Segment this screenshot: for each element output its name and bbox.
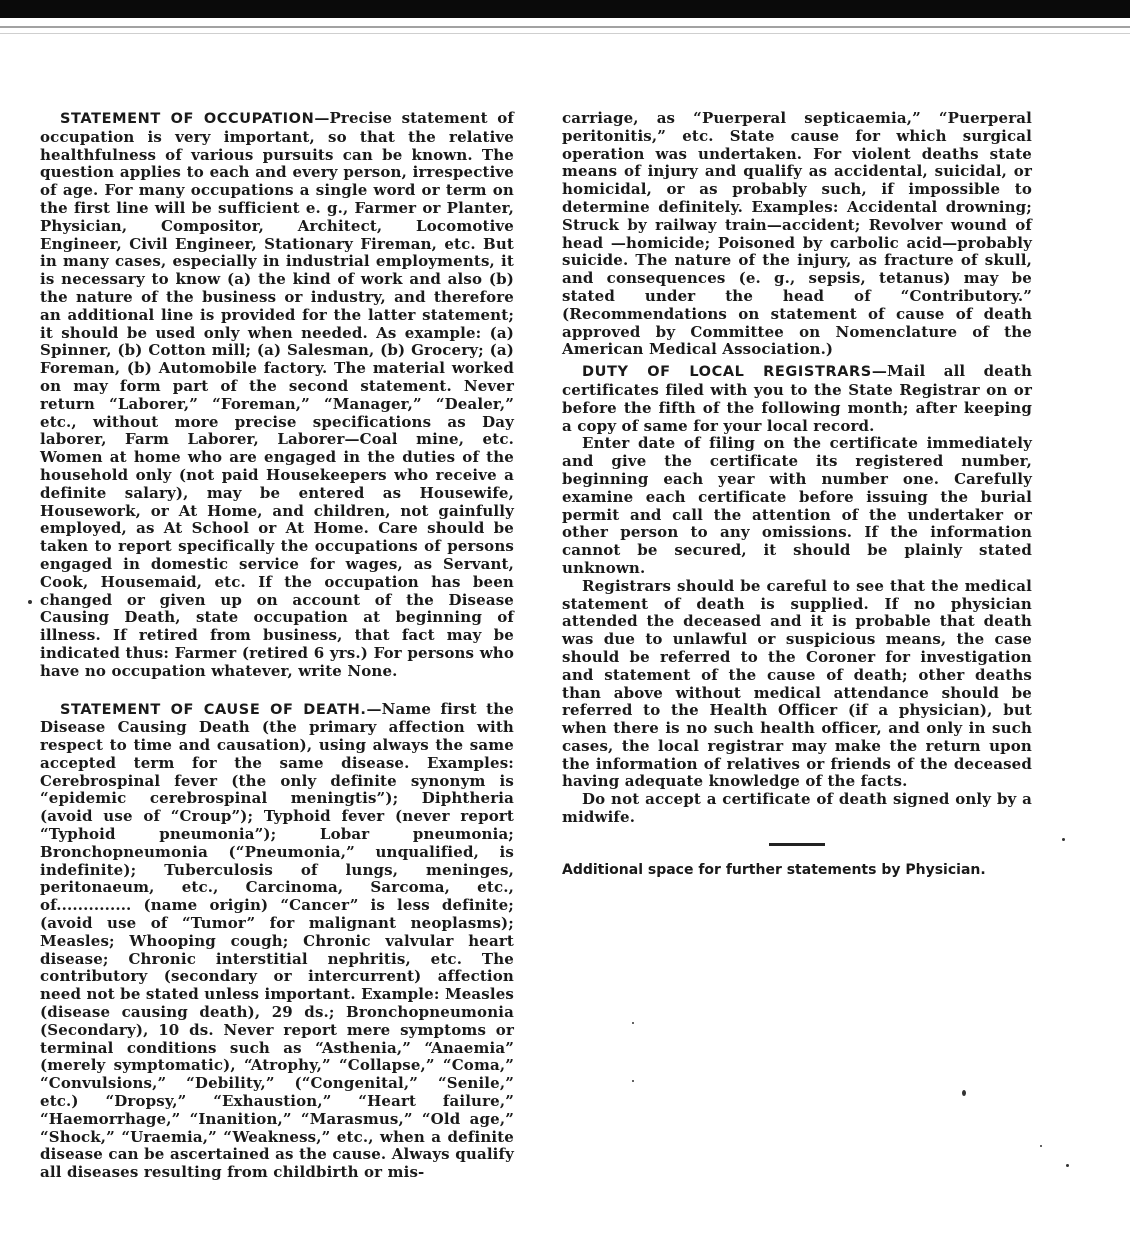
occupation-paragraph	[40, 110, 514, 681]
scan-top-border	[0, 0, 1130, 18]
additional-space-label: Additional space for further statements by Physician.	[562, 861, 986, 878]
occupation-text: —Precise statement of occupation is very important, so that the relative healthfulness of various pursuits can be known. The question applies to each and every person, irrespective of age. For many occupations a single word or term on the first line will be sufficient e. g., Farmer or Planter, Physician, Compositor, Architect, Locomotive Engineer, Civil Engineer, Stationary Fireman, etc. But in many cases, especially in industrial employments, it is necessary to know (a) the kind of work and also (b) the nature of the business or industry, and therefore an additional line is provided for the latter statement; it should be used only when needed. As example: (a) Spinner, (b) Cotton mill; (a) Salesman, (b) Grocery; (a) Foreman, (b) Automobile factory. The material worked on may form part of the second statement. Never return “Laborer,” “Foreman,” “Manager,” “Dealer,” etc., without more precise specifications as Day laborer, Farm Laborer, Laborer—Coal mine, etc. Women at home who are engaged in the duties of the household only (not paid Housekeepers who receive a definite salary), may be entered as Housewife, Housework, or At Home, and children, not gainfully employed, as At School or At Home. Care should be taken to report specifically the occupations of persons engaged in domestic service for wages, as Servant, Cook, Housemaid, etc. If the occupation has been changed or given up on account of the Disease Causing Death, state occupation at beginning of illness. If retired from business, that fact may be indicated thus: Farmer (retired 6 yrs.) For persons who have no occupation whatever, write None.	[40, 109, 514, 680]
filing-paragraph: Enter date of filing on the certificate immediately and give the certificate its registered number, beginning each year with number one. Carefully examine each certificate before issuing the burial permit and call the attention of the undertaker or other person to any omissions. If the information cannot be secured, it should be plainly stated unknown.	[562, 434, 1032, 577]
cause-heading: STATEMENT OF CAUSE OF DEATH.	[60, 701, 367, 718]
scan-edge-line	[0, 26, 1130, 28]
section-divider	[769, 843, 825, 846]
cause-continued-paragraph: carriage, as “Puerperal septicaemia,” “Puerperal peritonitis,” etc. State cause for which surgical operation was undertaken. For violent deaths state means of injury and qualify as accidental, suicidal, or homicidal, or as probably such, if impossible to determine definitely. Examples: Accidental drowning; Struck by railway train—accident; Revolver wound of head —homicide; Poisoned by carbolic acid—probably suicide. The nature of the injury, as fracture of skull, and consequences (e. g., sepsis, tetanus) may be stated under the head of “Contributory.” (Recommendations on statement of cause of death approved by Committee on Nomenclature of the American Medical Association.)	[562, 109, 1032, 359]
registrars-text: —Mail all death certificates filed with you to the State Registrar on or before the fifth of the following month; after keeping a copy of same for your local record.	[562, 362, 1032, 435]
registrars-section	[562, 363, 1032, 827]
scan-speck	[28, 600, 32, 604]
right-column	[562, 110, 1032, 878]
scan-speck	[1040, 1145, 1042, 1147]
midwife-paragraph: Do not accept a certificate of death signed only by a midwife.	[562, 790, 1032, 827]
medical-statement-paragraph: Registrars should be careful to see that the medical statement of death is supplied. If no physician attended the deceased and it is probable that death was due to unlawful or suspicious means, the case should be referred to the Coroner for investigation and statement of the cause of death; other deaths than above without medical attendance should be referred to the Health Officer (if a physician), but when there is no such health officer, and only in such cases, the local registrar may make the return upon the information of relatives or friends of the deceased having adequate knowledge of the facts.	[562, 576, 1032, 791]
registrars-heading: DUTY OF LOCAL REGISTRARS	[582, 364, 872, 381]
scan-speck	[632, 1080, 634, 1082]
registrars-paragraph	[562, 363, 1032, 435]
scan-speck	[962, 1090, 966, 1096]
left-column	[40, 110, 514, 1198]
occupation-heading: STATEMENT OF OCCUPATION	[60, 111, 315, 127]
scan-speck	[632, 1022, 634, 1024]
scan-speck	[1066, 1164, 1069, 1167]
cause-paragraph	[40, 701, 514, 1183]
scan-edge-line-faint	[0, 33, 1130, 34]
cause-of-death-section	[40, 701, 514, 1183]
occupation-section	[40, 110, 514, 681]
scan-speck	[1062, 838, 1065, 841]
cause-text: —Name first the Disease Causing Death (the primary affection with respect to time and causation), using always the same accepted term for the same disease. Examples: Cerebrospinal fever (the only definite synonym is “epidemic cerebrospinal meningtis”); Diphtheria (avoid use of “Croup”); Typhoid fever (never report “Typhoid pneumonia”); Lobar pneumonia; Bronchopneumonia (“Pneumonia,” unqualified, is indefinite); Tuberculosis of lungs, meninges, peritonaeum, etc., Carcinoma, Sarcoma, etc., of.............. (name origin) “Cancer” is less definite; (avoid use of “Tumor” for malignant neoplasms); Measles; Whooping cough; Chronic valvular heart disease; Chronic interstitial nephritis, etc. The contributory (secondary or intercurrent) affection need not be stated unless important. Example: Measles (disease causing death), 29 ds.; Bronchopneumonia (Secondary), 10 ds. Never report mere symptoms or terminal conditions such as “Asthenia,” “Anaemia” (merely symptomatic), “Atrophy,” “Collapse,” “Coma,” “Convulsions,” “Debility,” (“Congenital,” “Senile,” etc.) “Dropsy,” “Exhaustion,” “Heart failure,” “Haemorrhage,” “Inanition,” “Marasmus,” “Old age,” “Shock,” “Uraemia,” “Weakness,” etc., when a definite disease can be ascertained as the cause. Always qualify all diseases resulting from childbirth or mis-	[40, 699, 514, 1182]
